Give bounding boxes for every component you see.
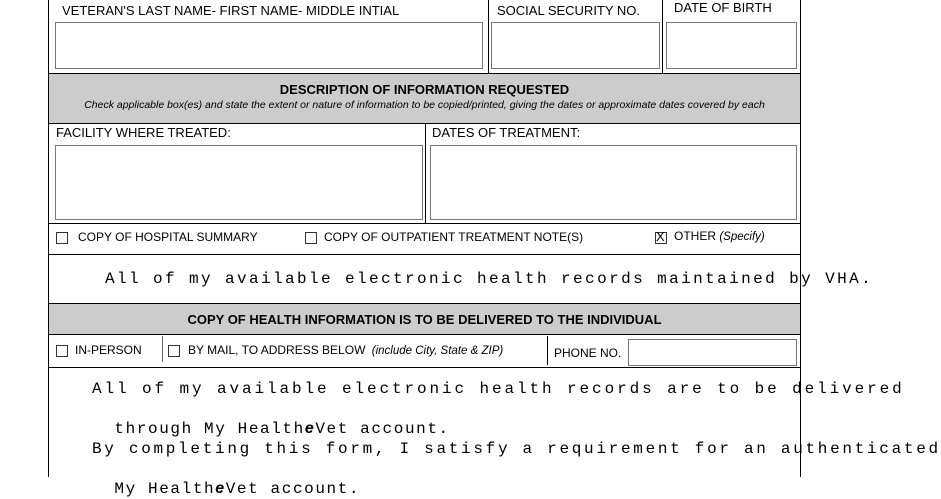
divider <box>48 334 801 335</box>
description-heading: DESCRIPTION OF INFORMATION REQUESTED <box>279 82 570 97</box>
outpatient-notes-checkbox[interactable] <box>305 232 317 244</box>
dates-of-treatment-label: DATES OF TREATMENT: <box>432 125 581 140</box>
other-specify-text: (Specify) <box>719 231 765 243</box>
divider <box>425 123 426 223</box>
other-checkbox[interactable] <box>655 229 667 244</box>
delivery-address-text-4[interactable] <box>92 459 360 499</box>
divider <box>162 336 163 362</box>
by-mail-label <box>188 343 503 357</box>
mhv-suffix: Vet account. <box>225 480 361 498</box>
divider <box>48 254 801 255</box>
divider <box>662 0 663 73</box>
divider <box>488 0 489 73</box>
dates-of-treatment-field[interactable] <box>430 145 797 220</box>
ssn-field[interactable] <box>491 22 660 69</box>
hospital-summary-label: COPY OF HOSPITAL SUMMARY <box>78 230 258 244</box>
divider <box>48 223 801 224</box>
delivery-address-text-2[interactable] <box>92 399 450 439</box>
dob-label: DATE OF BIRTH <box>674 0 772 15</box>
by-mail-text: BY MAIL, TO ADDRESS BELOW <box>188 343 366 357</box>
dob-field[interactable] <box>666 22 797 69</box>
hospital-summary-checkbox[interactable] <box>56 232 68 244</box>
ssn-label: SOCIAL SECURITY NO. <box>497 3 641 18</box>
veteran-name-label: VETERAN'S LAST NAME- FIRST NAME- MIDDLE INTIAL <box>62 3 400 18</box>
other-specify-value[interactable]: All of my available electronic health records maintained by VHA. <box>105 270 874 288</box>
mhv-prefix: My Health <box>114 480 216 498</box>
mhv-e: e <box>304 420 316 437</box>
mhv-suffix: Vet account. <box>315 420 450 438</box>
delivery-address-text-1[interactable]: All of my available electronic health records are to be delivered <box>92 380 905 398</box>
other-label <box>674 229 765 243</box>
divider <box>48 367 801 368</box>
mhv-prefix: through My Health <box>114 420 305 438</box>
form-left-border <box>48 0 49 477</box>
check-x-icon: X <box>656 229 665 244</box>
in-person-checkbox[interactable] <box>56 345 68 357</box>
by-mail-note: (include City, State & ZIP) <box>371 345 504 357</box>
other-label-text: OTHER <box>674 229 716 243</box>
divider <box>547 336 548 365</box>
outpatient-notes-label: COPY OF OUTPATIENT TREATMENT NOTE(S) <box>324 230 584 244</box>
facility-label: FACILITY WHERE TREATED: <box>56 125 231 140</box>
in-person-label: IN-PERSON <box>75 343 142 357</box>
delivery-address-text-3[interactable]: By completing this form, I satisfy a requirement for an authenticated <box>92 440 941 458</box>
mhv-e: e <box>215 480 226 497</box>
form-right-border <box>800 0 801 477</box>
phone-label: PHONE NO. <box>554 346 622 360</box>
by-mail-checkbox[interactable] <box>168 345 180 357</box>
phone-field[interactable] <box>628 339 797 366</box>
veteran-name-field[interactable] <box>55 22 483 69</box>
facility-field[interactable] <box>55 145 423 220</box>
delivery-heading: COPY OF HEALTH INFORMATION IS TO BE DELIVERED TO THE INDIVIDUAL <box>187 312 662 327</box>
description-instructions: Check applicable box(es) and state the extent or nature of information to be copied/printed, giving the dates or approximate dates covered by each <box>84 99 765 111</box>
